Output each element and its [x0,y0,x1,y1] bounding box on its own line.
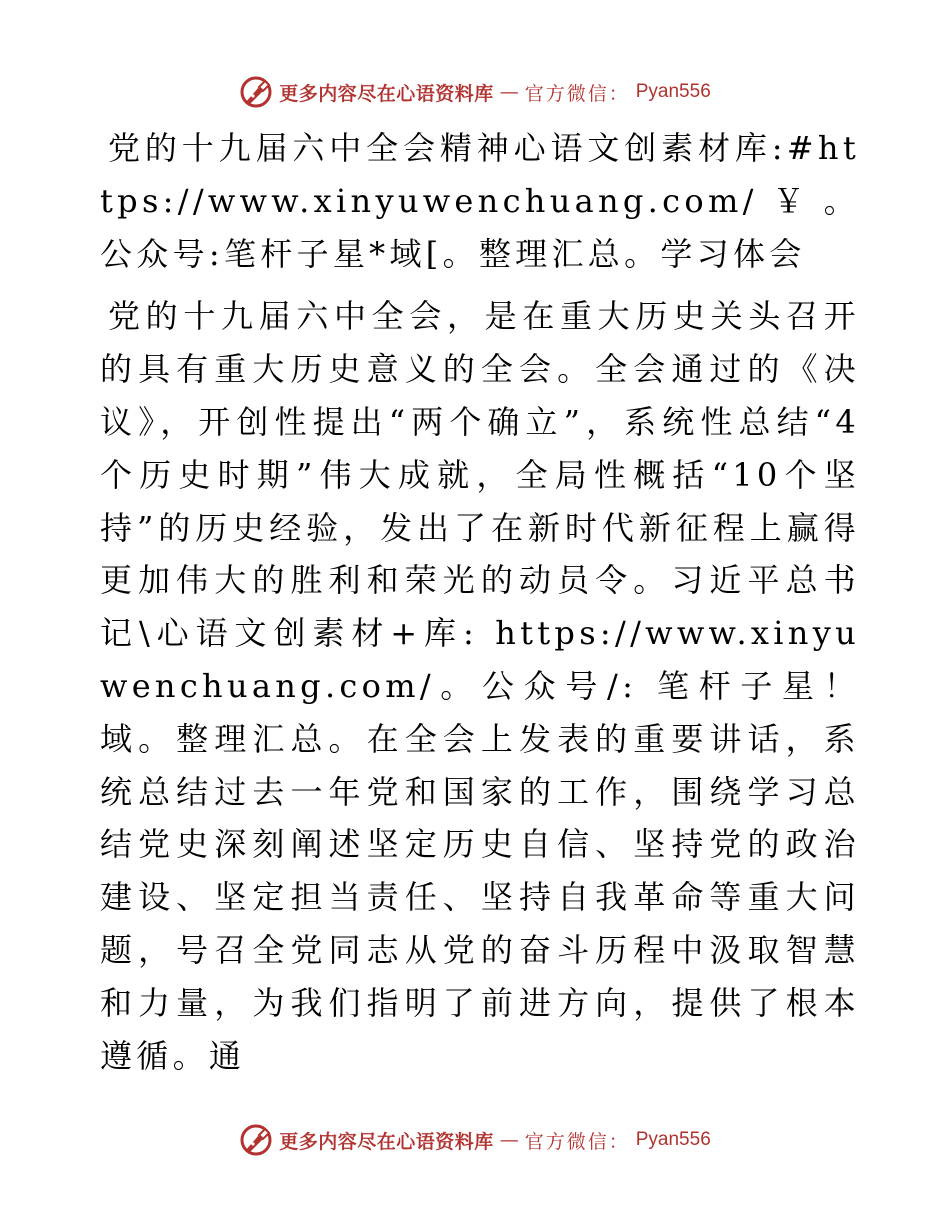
banner-slogan: 更多内容尽在心语资料库 [279,1130,494,1153]
banner-separator: — [499,1129,519,1151]
banner-official-label: 官方微信： [524,1130,630,1153]
banner-separator: — [499,81,519,103]
document-body [100,122,860,1082]
banner-wechat-id: Pyan556 [635,81,711,102]
banner-slogan: 更多内容尽在心语资料库 [279,82,494,105]
pen-nib-logo-icon [239,1123,273,1157]
header-banner [0,72,950,112]
body-paragraph-main: 党的十九届六中全会，是在重大历史关头召开的具有重大历史意义的全会。全会通过的《决议》，开创性提出“两个确立”，系统性总结“4个历史时期”伟大成就，全局性概括“10个坚持”的历史经验，发出了在新时代新征程上赢得更加伟大的胜利和荣光的动员令。习近平总书记\心语文创素材+库: https://www.xinyuwenchuang.com/。公众号/: 笔杆子星！域。整理汇总。在全会上发表的重要讲话，系统总结过去一年党和国家的工作，围绕学习总结党史深刻阐述坚定历史自信、坚持党的政治建设、坚定担当责任、坚持自我革命等重大问题，号召全党同志从党的奋斗历程中汲取智慧和力量，为我们指明了前进方向，提供了根本遵循。通 [100,297,860,1075]
banner-wechat-id: Pyan556 [635,1129,711,1150]
footer-banner [0,1120,950,1160]
pen-nib-logo-icon [239,75,273,109]
body-paragraph-intro: 党的十九届六中全会精神心语文创素材库:#https://www.xinyuwenchuang.com/￥。公众号:笔杆子星*域[。整理汇总。学习体会 [100,129,860,273]
banner-official-label: 官方微信： [524,82,630,105]
